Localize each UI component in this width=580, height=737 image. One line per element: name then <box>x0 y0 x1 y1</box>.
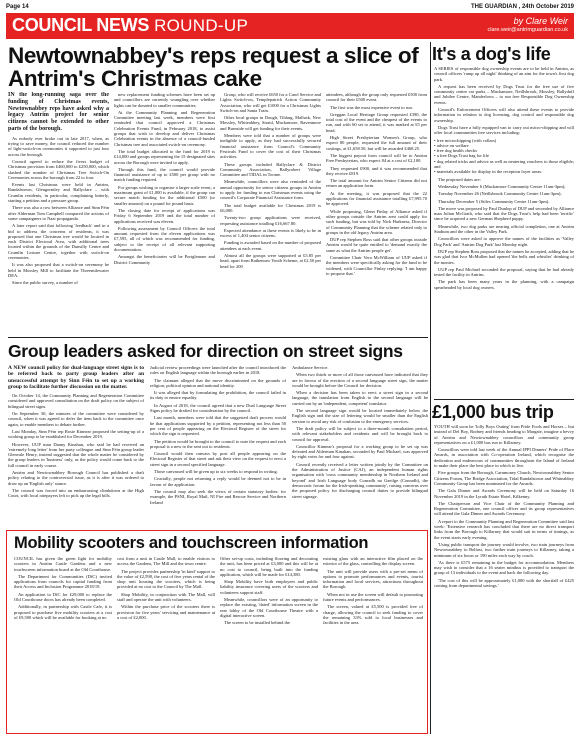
paragraph: Twenty-two group applications were received, requesting assistance totalling £16,667.80. <box>220 215 321 226</box>
paragraph: The total budget available for Christmas 2019 is £6,000. <box>220 202 321 213</box>
paragraph: Five groups from the Borough, Carnmoney Church, Newtownabbey Senior Citizens Forum, The Bridge Association, Tidal Randalstown and Whiteabbey Community Group has been nominated for the Awards. <box>434 470 574 486</box>
paragraph: Council would then canvass by post all people appearing on the Electoral Register of that street and ask their view on the request to erect a street sign in a second specified language. <box>150 451 286 467</box>
paragraph: Within the purchase price of the scooters there is provision for five years' servicing and maintenance at a cost of £2,000. <box>117 604 215 620</box>
paragraph: It was also proposed that a switch-on ceremony be held in Mossley Mill to facilitate the Threemilewater DEA. <box>8 262 109 278</box>
paragraph: The screen, valued at £5,500 is provided free of charge, allowing the council to seek funding to cover the remaining 33% sold to local businesses and facilities in the area. <box>323 604 423 626</box>
paragraph: When not in use the screen will default to promoting future events and performances. <box>323 591 423 603</box>
paragraph: Crucially, people not returning a reply would be deemed not to be in favour of the application. <box>150 476 286 487</box>
paragraph: It was alleged that by formulating the prohibition, the council failed in its duty to ensure equality. <box>150 390 286 401</box>
group-lead: A NEW council policy for dual-language street signs is to be referred back to party group leaders after an unsuccessful attempt by Sinn Féin to set up a working group to facilitate further discussion on the matter. <box>8 365 144 390</box>
paragraph: Antrim and Newtownabbey Borough Council has published a draft policy relating to the controversial issue, as it is after it was ordered to draw up an 'English only' stance. <box>8 470 144 486</box>
paragraph: For groups wishing to organise a larger scale event, a maximum grant of £1,000 is available, if the group can secure match funding for the additional £500 (or smaller amount) on a pound for pound basis. <box>114 184 215 206</box>
paragraph: Meanwhile, councillors were of an opportunity to replace the existing, 'dated' information screen in the rear lobby of the Old Courthouse Theatre with a digital interactive screen. <box>220 597 318 618</box>
paragraph: Events last Christmas were held in Antrim, Randalstown, Glengormley and Ballyclare – with Crumlin residents, in particular, complaining bitterly, starting a petition and a pressure group. <box>8 182 109 204</box>
main-story-column-1 <box>8 92 109 332</box>
paragraph: 'The cost of this will be approximately £1,000 with the shortfall of £425 coming from departmental savings.' <box>434 577 574 589</box>
group-leaders-headline: Group leaders asked for direction on street signs <box>8 341 403 361</box>
paragraph: Expected attendance at these events is likely to be in excess of 1,404 senior citizens. <box>220 227 321 239</box>
paragraph: Last month, members were told that the suggested draft process would be that applications supported by a petition, representing not less than 50 per cent of people appearing on the Electoral Register of the street for which the sign is requested. <box>150 415 286 437</box>
paragraph: cost from a unit in Castle Mall, to enable visitors to access the Gardens, The Mill and the town centre. <box>117 556 215 567</box>
paragraph: Amongst the beneficiaries will be Portglenone and District Community <box>114 254 215 265</box>
paragraph: 'Using public transport the journey would involve, two train journeys from Newtownabbey to Belfast, two further train journeys to Killarney, taking a minimum of six hours or 190 miles each way by coach. <box>434 541 574 558</box>
paragraph: When two thirds or more of all those canvassed have indicated that they are in favour of the erection of a second language street sign, the matter would be brought before the Council for decision. <box>292 372 428 388</box>
main-story-column-2 <box>114 92 215 332</box>
paragraph: They requested £900, and it was recommended that they receive £819. <box>326 165 427 176</box>
group-story-column-1 <box>8 365 144 525</box>
paragraph: There was also a row between Alliance and Sinn Féin after Alderman Tom Campbell compared the actions of some campaigners to Nazi propaganda. <box>8 205 109 221</box>
main-story-column-3 <box>220 92 321 332</box>
bus-trip-headline: £1,000 bus trip <box>432 402 554 422</box>
paragraph: Councillor Kinnear's proposal for a working group to be set up was defeated and Alderman Kinahan, seconded by Paul Michael, was approved by eight votes for and four against. <box>292 443 428 460</box>
paragraph: Shop Mobility have both employees and public liability insurance covering users of the scooters and volunteers support staff. <box>220 579 318 595</box>
main-headline: Newtownabbey's reps request a slice of Antrim's Christmas cake <box>8 43 419 91</box>
paragraph: At the meeting, it was proposed that the 22 applications for financial assistance totalling £7,995.70 be approved. <box>326 190 427 207</box>
paragraph: Wednesday November 6 (Muckamore Community Centre 11am-3pm); <box>438 183 566 189</box>
paragraph: Dogs Trust have a fully equipped van to carry out micro-chipping and will offer local communities free services including: <box>434 124 574 136</box>
paragraph: Last Monday, Sinn Féin rep Rosie Kinnear proposed the setting-up of a working group to be established for December 2019. <box>8 428 144 440</box>
paragraph: The move was proposed by Paul Dunlop of DUP and seconded by Alliance man Julian McGrath, who said that the Dogs Trust's help had been 'terrific' since he acquired a new German Shepherd puppy. <box>434 205 574 222</box>
paragraph: The council was forced into an embarrassing climbdown at the High Court, with local ratepayers left to pick up the legal bills. <box>8 487 144 499</box>
paragraph: DUP rep Stephen Ross proposed that the names be accepted, adding that he was glad that Ivor McMullen had opened 'the bells and whistles' drinking of the monies. <box>434 248 574 265</box>
byline-author: by Clare Weir <box>513 16 568 26</box>
paragraph: COUNCIL has given the green light for mobility scooters in Antrim Castle Gardens and a new touchscreen information board at the Old Courthouse. <box>14 556 112 572</box>
bullet-item: • a free Dogs Trust bag for life <box>434 153 489 159</box>
paragraph: Meanwhile, councillors were also reminded of the annual opportunity for senior citizens groups in Antrim to apply for funding to run Christmas events using the council's Corporate Financial Assistance form. <box>220 179 321 201</box>
paragraph: The project provides partnership 'in kind' support to the value of £2,598, the cost of five years rental of the shop unit housing the scooters, which is being provided at no cost to the Council by The Mall. <box>117 568 215 590</box>
paragraph: As nobody ever broke out in late 2017, when, as trying to save money, the council reduced the number of light-switch-on ceremonies it supported to just four across the borough. <box>8 135 109 157</box>
paragraph: Funding is awarded based on the number of proposed attendees at each event. <box>220 240 321 251</box>
bullet-item: • dog related tricks and advice as well as neutering vouchers to those eligible; and <box>434 158 574 170</box>
paragraph: UUP rep Paul Michael seconded the proposal, saying that he had already tested the facility in Antrim. <box>434 266 574 278</box>
paragraph: Through this fund, the council would provide financial assistance of up to £500 per group with no match funding required. <box>114 166 215 183</box>
paragraph: 'As there is £575 remaining in the budget for accommodation. Members may wish to consider that a 16 seater minibus is provided to transport the group of 13 individuals to the event and back the following day. <box>434 559 574 576</box>
paragraph: A request has been received by Dogs Trust for the free use of five community centre car parks – Muckamore, Neillsbrook, Mossley, Ballyduff and Jubilee Centre, Manderlows – to run free Responsible Dog Ownership events. <box>434 83 574 105</box>
bullet-item: • materials available for display in the reception foyer areas. <box>434 169 543 175</box>
section-title <box>12 15 248 36</box>
main-story-column-4 <box>326 92 427 332</box>
paragraph: The unit will provide users with a pre-set menu of options to promote performances and events, tourist information and local services, attractions throughout the Borough. <box>323 568 423 590</box>
page-number: Page 14 <box>6 4 29 10</box>
paragraph: Group, who will receive £650 for a Carol Service and Lights Switch-on, Templepatrick Action Community Association, who will get £1000 for a Christmas Lights Switch-on and Santa Train. <box>220 92 321 113</box>
paragraph: The biggest payout from council will be to Antrim Free Presbyterian, who expect 84 at a cost of £2,100. <box>326 152 427 164</box>
paragraph: A later report said that following 'feedback' and in a bid to address the concerns of residents, it was proposed that one Christmas tree would be located in each District Electoral Area, with additional trees located within the grounds of the Dunsilly Centre and Crumlin Leisure Centre, together with switch-on ceremonies. <box>8 223 109 261</box>
paragraph: Meanwhile, two dog parks are nearing official completion, one at Antrim Stadium and the other in the Valley Park. <box>434 223 574 235</box>
paragraph: Greggan Local Heritage Group requested £390, the total cost of the event and the cheapest of the events to run, and with 60 set to attend, it was marked at £5 per head. <box>326 111 427 133</box>
paragraph: The petition would be brought to the council to note the request and each proposal is a new to the sent out to residents. <box>150 438 286 449</box>
paragraph: Members were told that a number of groups were ineligible to apply, as they had successfully secured financial assistance from Council's Community Festivals Fund to cover the cost of their Christmas activities. <box>220 133 321 160</box>
paragraph: The Gala Dinner and Awards Ceremony will be held on Saturday 16 November 2019 in the Lyrath Estate Hotel, Kilkenny. <box>434 488 574 499</box>
main-lead: IN the long-running saga over the funding of Christmas events, Newtownabbey reps have asked why a legacy Antrim project for senior citizens cannot be extended to other parts of the borough. <box>8 92 109 132</box>
paragraph: The second language sign would be located immediately below the English sign and the size of lettering would be smaller than the English version to avoid any risk of confusion to the emergency services. <box>292 408 428 424</box>
divider <box>434 399 574 400</box>
paragraph: On October 14, the Community Planning and Regeneration Committee considered and approved consultation on the draft policy on the subject of bilingual street signs. <box>8 393 144 409</box>
paragraph: Other local groups in Dough, Tildarg, Mallusk, New Mossley, Whiteabbey, Straid, Muckamore, Ravenmore and Burnside will get funding for their events. <box>220 115 321 131</box>
paragraph: The park has been many years in the planning, with a campaign spearheaded by local dog owners. <box>434 279 574 290</box>
dogs-story <box>434 66 574 396</box>
paragraph: The claimant alleged that the move discriminated on the grounds of religion, political opinion and national identity. <box>150 377 286 388</box>
paragraph: Councillors were asked to approve the names of the facilities as 'Valley Dog Park' and 'Antrim Dog Park' last Monday night. <box>434 236 574 247</box>
paragraph: These groups included Ballyclare & District Community Association, Ballyrobert Village Committee and TIDAL in Toome. <box>220 161 321 178</box>
paragraph: Committee Chair Vera McWilliam of UUP asked if the members were specifically asking for the fund to be widened, with Councillor Finlay replying: 'I am happy to propose that.' <box>326 255 427 276</box>
byline <box>488 16 568 33</box>
paragraph: Shop Mobility, in conjunction with The Mall, will staff and operate the unit with volunteers. <box>117 591 215 603</box>
paragraph: Almost all the groups were supported at £5.85 per head, apart from Rathenraw Youth Scheme, at £2.50 per head for 200 <box>220 253 321 269</box>
paragraph: When a decision has been taken to erect a street sign in a second language, the translation from English to the second language will be carried out by an 'independent, competent' translator. <box>292 390 428 406</box>
section-title-light: ROUND-UP <box>154 16 249 35</box>
mobility-story-column-2 <box>117 556 215 728</box>
paragraph: YOUTH will soon be 'Jolly Boys Outing' from Pride Fools and Horses – but instead of Del Boy, Rodney and friends heading to Margate, imagine a bevvy of Antrim and Newtownabbey councillors and community group representatives on a £1,000 bus run to Killarney. <box>434 424 574 445</box>
paragraph: Judicial review proceedings were launched after the council introduced the rules on English language within the borough earlier in 2018. <box>150 365 286 376</box>
paragraph: The Chairperson and Vice Chair of the Community Planning and Regeneration Committee, one council officer and its group representatives will attend the Gala Dinner and Awards Ceremony. <box>434 500 574 517</box>
bullet-item: • advice on welfare <box>434 142 469 148</box>
paragraph: The screen to be installed behind the <box>224 620 290 626</box>
paragraph: The total amount for Antrim Senior Citizens did not return an application form. <box>326 178 427 189</box>
paragraph: An application to DfC for £29,000 to replace the Old Courthouse doors has already been completed. <box>14 591 112 603</box>
paragraph: The council may also seek the views of certain statutory bodies: for example, the PSNI, Royal Mail, NI Fire and Rescue Service and Northern Ireland <box>150 488 286 505</box>
paragraph: At the Community Planning and Regeneration Committee meeting last week, members were first reminded that council approved a Christmas Celebration Events Fund, in February 2018, to assist groups that wish to develop and deliver Christmas Celebration events in the absence of a council-funded Christmas tree and associated switch-on ceremony. <box>114 109 215 147</box>
bullet-item: • free microchipping (with collars) <box>434 137 497 143</box>
paragraph: In August of 2018, the council agreed that a new Dual Language Street Signs policy be drafted for consideration by the council. <box>150 402 286 414</box>
dogs-headline: It's a dog's life <box>432 44 551 64</box>
paragraph: new replacement funding schemes have been set up and councillors are currently wrangling over whether lights can be donated to smaller communities. <box>114 92 215 108</box>
column-divider <box>430 42 431 734</box>
paragraph: The proposed dates are: <box>438 176 481 182</box>
paragraph: Council agreed to reduce the fivers budget of Christmas provision from £460,000 to £250,000, which slashed the number of Christmas Tree Switch-On Ceremonies across the borough from 22 to four. <box>8 158 109 180</box>
paragraph: On September 30, the minutes of the committee were considered by council, when it was agreed to defer the item back to the committee once again, to enable members to debate further. <box>8 411 144 427</box>
paragraph: existing glass with an interactive film placed on the exterior of the glass, controlling the display screen. <box>323 556 423 567</box>
group-story-column-2 <box>150 365 286 525</box>
mobility-story-column-3 <box>220 556 318 728</box>
paragraph: Tuesday November 26 (Neillsbrook Community Centre 11am-3pm); <box>438 191 562 197</box>
section-masthead <box>6 13 574 39</box>
paragraph: The first was the most expensive event to run. <box>330 104 413 110</box>
paragraph: However, UUP man Danny Kinahan, who said he had received an 'extremely long letter' from her party colleague and Sinn Féin group leader Glenvale Henry, instead suggested that the whole matter be considered by the group leaders in 'business' only, as the policy would come back to the full council in early course. <box>8 441 144 468</box>
mobility-story-column-4 <box>323 556 423 728</box>
paragraph: Ambulance Service. <box>292 365 329 370</box>
paragraph: Following assessment by Council Officers the total amount requested from the eleven applications was £7,595, all of which was recommended for funding, subject to the receipt of all relevant supporting documentation. <box>114 225 215 253</box>
paragraph: A report to the Community Planning and Regeneration Committee said last week: 'Extensive research has concluded that there are no direct transport links from the Borough to Killarney that would suit in terms of timings, as the event starts early evening. <box>434 518 574 540</box>
bus-trip-story <box>434 424 574 734</box>
paragraph: DUP rep Stephen Ross said that other groups outside Antrim would be quite entitled to 'demand exactly the same as what the Antrim people get'. <box>326 237 427 253</box>
paragraph: Since the public survey, a number of <box>12 280 78 286</box>
paragraph: The Department for Communities (DfC) invited applications from councils for capital funding from their Access and Inclusion Programme 2018/19. <box>14 573 112 590</box>
byline-email[interactable]: clare.weir@antrimguardian.co.uk <box>487 27 568 33</box>
paragraph: Council's Enforcement Officers will also attend these events to provide information in relation to dog licensing, dog control and responsible dog ownership. <box>434 107 574 123</box>
paragraph: A SERIES of responsible dog ownership events are to be held in Antrim, as council officers 'ramp up all night' thinking of an aim for the town's first dog park. <box>434 66 574 82</box>
paragraph: While proposing, Glenn Finlay of Alliance asked if other groups outside the Antrim area could apply for such funding, but was told by Nick Harkness, Director of Community Planning that the scheme related only to groups in the old legacy Antrim area. <box>326 208 427 235</box>
top-bar <box>6 2 574 13</box>
divider <box>8 337 428 338</box>
paragraph: Those canvassed will be given up to six weeks to respond in writing. <box>154 469 278 475</box>
paragraph: High Street Presbyterian Women's Group, who expect 80 people, requested the full amount of their costings, at £1,658.50, but will be awarded £468.25. <box>326 135 427 151</box>
paragraph: Additionally, in partnership with Castle Cafe, it is proposed to purchase five mobility scooters at a cost of £9,500 which will be available for booking at no <box>14 604 112 620</box>
publication-date: THE GUARDIAN , 24th October 2019 <box>470 4 574 10</box>
paragraph: The total budget allocated to the fund for 2019 is £14,000 and groups representing the 15 designated sites across the Borough were invited to apply. <box>114 148 215 165</box>
paragraph: Thursday December 5 (Stiles Community Centre 11am-3pm). <box>438 198 550 204</box>
paragraph: The closing date for receipt of applications was Friday 6 September 2019 and the total number of applications received was eleven. <box>114 207 215 224</box>
paragraph: Council recently received a letter written jointly by the Committee on the Administration of Justice (CAJ), an independent human rights organisation with 'cross community membership in Northern Ireland and beyond' and Irish Language body Conradh na Gaeilge (Conradh), the democratic forum for the Irish-speaking community', raising concerns over the proposed policy for discharging council duties to provide bilingual street signage. <box>292 461 428 499</box>
paragraph: The draft policy will be subject to a three-month consultation period, with relevant stakeholders and residents and will be brought back to council for approval. <box>292 425 428 442</box>
mobility-headline: Mobility scooters and touchscreen information <box>14 534 369 552</box>
bullet-item: • free dog health checks <box>434 148 478 154</box>
paragraph: attendees, although the group only requested £500 from council for their £500 event. <box>326 92 427 103</box>
paragraph: Other set-up costs, including flooring and decorating the unit, has been priced at £3,000 and this will be at no cost to council, being built into the funding application, which will be made for £14,380. <box>220 556 318 577</box>
paragraph: Councillors were told last week of the Annual IPPI Dinners' Pride of Place Awards, in association with Co-operation Ireland, which recognise the dedication and endeavours of communities throughout the Island of Ireland to make their place the best place in which to live. <box>434 447 574 469</box>
mobility-story-column-1 <box>14 556 112 728</box>
section-title-bold: COUNCIL NEWS <box>12 15 150 35</box>
group-story-column-3 <box>292 365 428 525</box>
